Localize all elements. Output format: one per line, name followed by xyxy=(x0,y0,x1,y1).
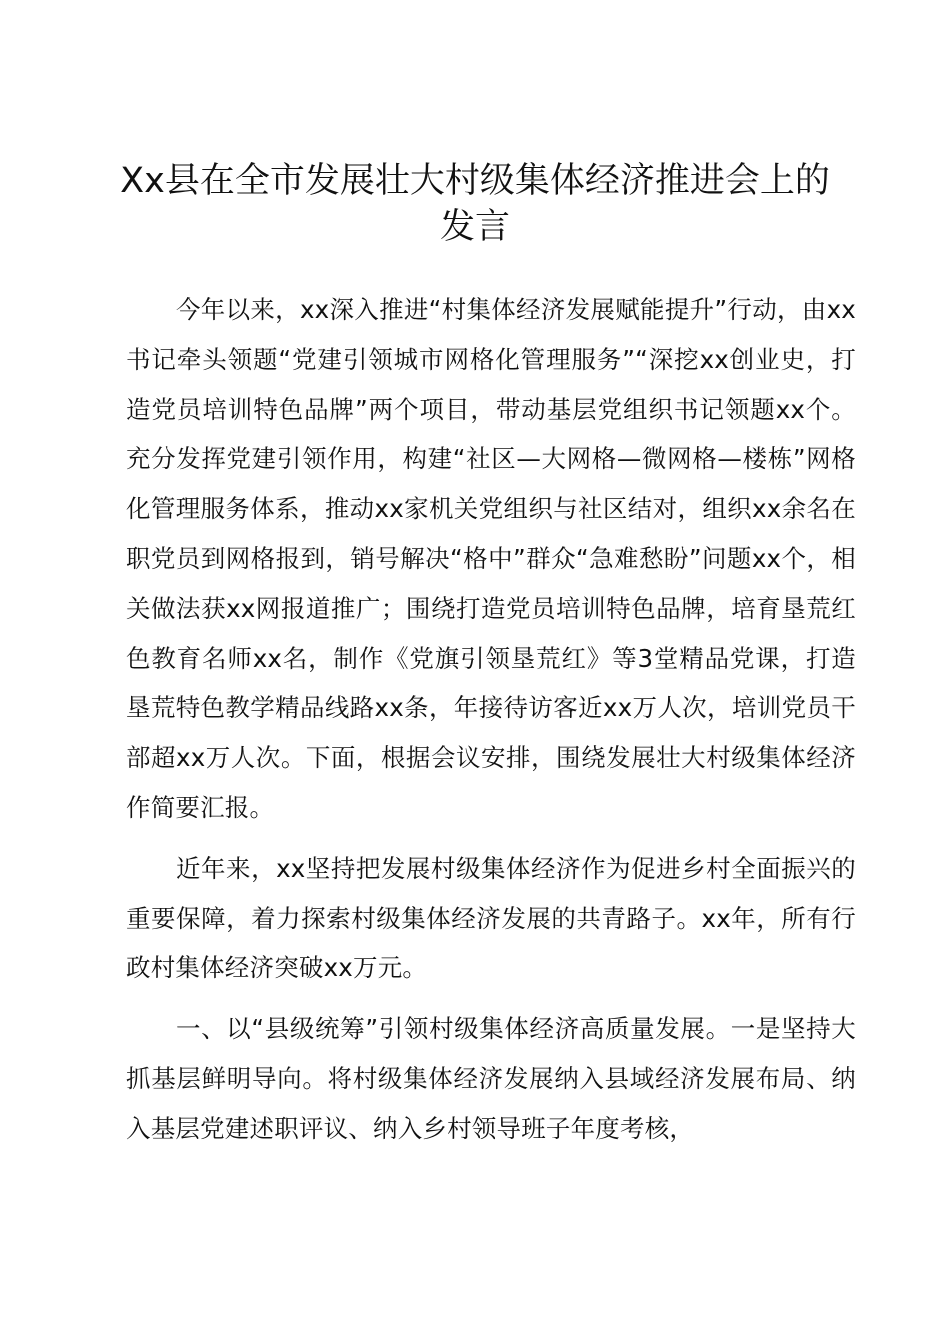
paragraph-overview: 近年来，xx坚持把发展村级集体经济作为促进乡村全面振兴的重要保障，着力探索村级集体经济发展的共青路子。xx年，所有行政村集体经济突破xx万元。 xyxy=(126,853,856,983)
document-title: Xx县在全市发展壮大村级集体经济推进会上的发言 xyxy=(120,161,830,247)
paragraph-section-one: 一、以“县级统筹”引领村级集体经济高质量发展。一是坚持大抓基层鲜明导向。将村级集体经济发展纳入县域经济发展布局、纳入基层党建述职评议、纳入乡村领导班子年度考核， xyxy=(126,1014,856,1143)
paragraph-intro: 今年以来，xx深入推进“村集体经济发展赋能提升”行动，由xx书记牵头领题“党建引领城市网格化管理服务”“深挖xx创业史，打造党员培训特色品牌”两个项目，带动基层党组织书记领题xx个。充分发挥党建引领作用，构建“社区—大网格—微网格—楼栋”网格化管理服务体系，推动xx家机关党组织与社区结对，组织xx余名在职党员到网格报到，销号解决“格中”群众“急难愁盼”问题xx个，相关做法获xx网报道推广；围绕打造党员培训特色品牌，培育垦荒红色教育名师xx名，制作《党旗引领垦荒红》等3堂精品党课，打造垦荒特色教学精品线路xx条，年接待访客近xx万人次，培训党员干部超xx万人次。下面，根据会议安排，围绕发展壮大村级集体经济作简要汇报。 xyxy=(126,295,856,822)
document-body xyxy=(126,285,856,1154)
